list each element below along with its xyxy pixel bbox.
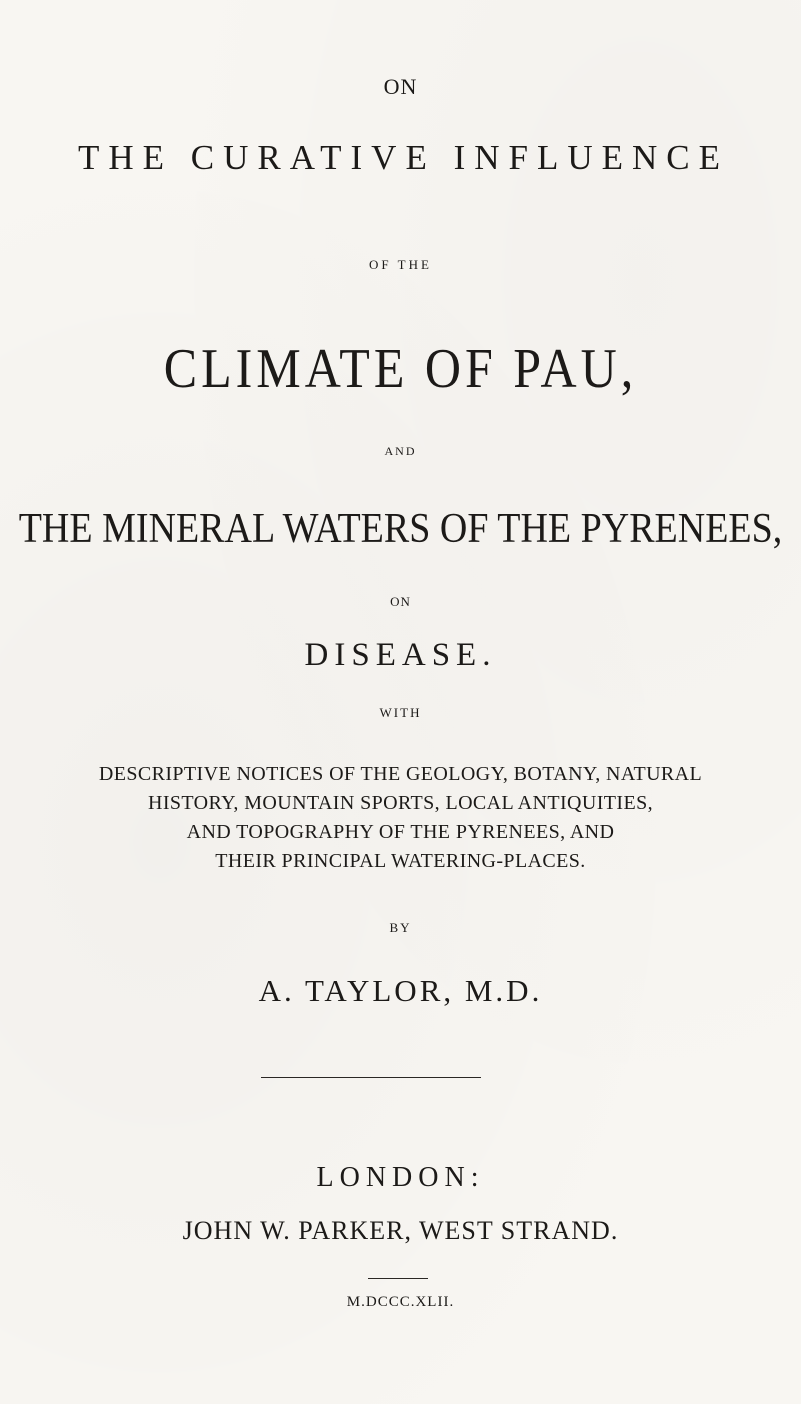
byline-label: BY — [389, 920, 412, 935]
description-line: THEIR PRINCIPAL WATERING-PLACES. — [215, 850, 586, 872]
title-line-disease: DISEASE. — [304, 637, 497, 673]
title-connector-on: ON — [390, 594, 411, 609]
subtitle-connector-with: WITH — [379, 705, 422, 720]
description-line: AND TOPOGRAPHY OF THE PYRENEES, AND — [186, 821, 615, 843]
title-line-climate-of-pau: CLIMATE OF PAU, — [163, 336, 638, 400]
imprint-publisher: JOHN W. PARKER, WEST STRAND. — [182, 1216, 619, 1245]
heading-on: ON — [383, 74, 418, 99]
description-line: HISTORY, MOUNTAIN SPORTS, LOCAL ANTIQUITIES, — [147, 792, 653, 814]
title-line-mineral-waters: THE MINERAL WATERS OF THE PYRENEES, — [18, 505, 783, 552]
subtitle-description — [0, 760, 801, 876]
title-connector-and: AND — [384, 444, 417, 458]
divider-rule — [261, 1077, 481, 1078]
author-name: A. TAYLOR, M.D. — [258, 973, 543, 1008]
divider-short-rule — [368, 1278, 428, 1279]
title-line-curative-influence: THE CURATIVE INFLUENCE — [77, 138, 730, 177]
imprint-city: LONDON: — [316, 1162, 485, 1193]
description-line: DESCRIPTIVE NOTICES OF THE GEOLOGY, BOTANY, NATURAL — [98, 763, 703, 785]
imprint-date: M.DCCC.XLII. — [346, 1294, 455, 1310]
title-connector-of-the: OF THE — [369, 257, 432, 272]
